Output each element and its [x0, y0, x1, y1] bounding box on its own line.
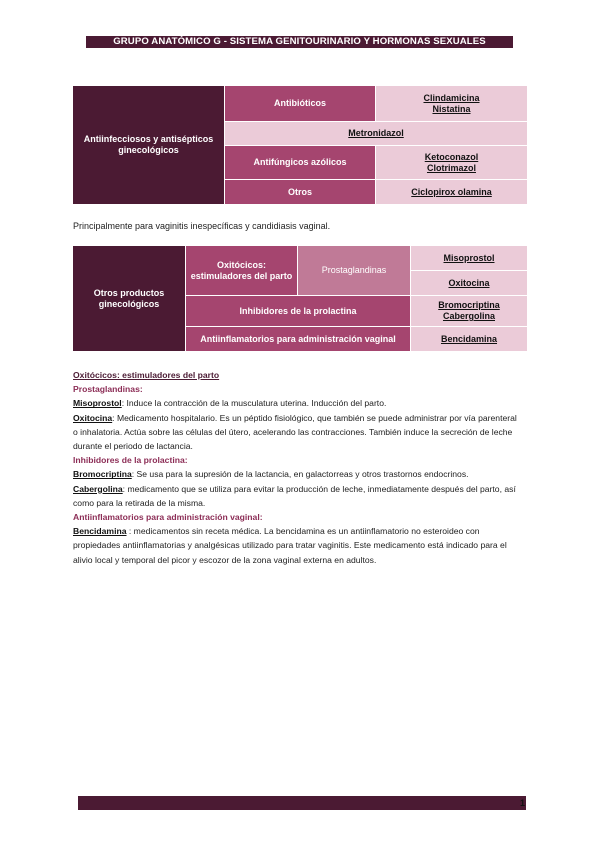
misoprostol-term: Misoprostol	[73, 398, 122, 409]
cabergolina-term: Cabergolina	[73, 483, 123, 494]
otros-cell: Otros	[225, 180, 376, 205]
misoprostol-paragraph	[73, 396, 523, 410]
oxitocina-desc: : Medicamento hospitalario. Es un péptido fisiológico, que también se puede administrar por vía parenteral o inhalatoria. Actúa sobre las células del útero, acelerando las contracciones. También induce la secreción de leche durante el periodo de lactancia.	[73, 412, 517, 452]
oxitocina-paragraph	[73, 411, 523, 454]
antibioticos-cell: Antibióticos	[225, 86, 376, 122]
antifungicos-cell: Antifúngicos azólicos	[225, 146, 376, 180]
antiinfecciosos-table	[72, 85, 528, 205]
antibioticos-drugs-cell	[376, 86, 528, 122]
antiinflamatorios-heading: Antiinflamatorios para administración vaginal:	[73, 512, 263, 523]
prolactina-drugs-cell	[411, 296, 528, 327]
bromocriptina-desc: : Se usa para la supresión de la lactancia, en galactorreas y otros trastornos endocrinos.	[131, 469, 469, 480]
oxitocina-term: Oxitocina	[73, 412, 113, 423]
prostaglandinas-heading: Prostaglandinas:	[73, 384, 143, 395]
group-antiinfecciosos-cell: Antiinfecciosos y antisépticos ginecológicos	[73, 86, 225, 205]
drug-misoprostol: Misoprostol	[411, 246, 528, 271]
cabergolina-paragraph	[73, 482, 523, 510]
cabergolina-desc: : medicamento que se utiliza para evitar la producción de leche, inmediatamente después del parto, así como para la retirada de la misma.	[73, 483, 516, 508]
drug-nistatina: Nistatina	[432, 103, 471, 114]
antifungicos-drugs-cell	[376, 146, 528, 180]
vaginitis-note: Principalmente para vaginitis inespecíficas y candidiasis vaginal.	[73, 221, 331, 231]
bencidamina-paragraph	[73, 524, 523, 567]
drug-ciclopirox: Ciclopirox olamina	[376, 180, 528, 205]
section-title: Oxitócicos: estimuladores del parto	[73, 370, 220, 380]
page-number: 1	[520, 798, 526, 808]
bromocriptina-term: Bromocriptina	[73, 469, 132, 480]
document-header: GRUPO ANATÓMICO G - SISTEMA GENITOURINARIO Y HORMONAS SEXUALES	[86, 36, 513, 48]
bencidamina-desc: : medicamentos sin receta médica. La bencidamina es un antiinflamatorio no esteroideo con propiedades antiinflamatorias y analgésicas utilizado para tratar vaginitis. Este medicamento está indicado para el alivio local y temporal del picor y escozor de la zona vaginal externa en adultos.	[73, 526, 507, 565]
prostaglandinas-cell: Prostaglandinas	[298, 246, 411, 296]
prolactina-cell: Inhibidores de la prolactina	[186, 296, 411, 327]
drug-clindamicina: Clindamicina	[423, 92, 480, 103]
bencidamina-term: Bencidamina	[73, 526, 127, 537]
drug-bromocriptina: Bromocriptina	[438, 300, 500, 310]
metronidazol-cell: Metronidazol	[225, 122, 528, 146]
bromocriptina-paragraph	[73, 467, 523, 481]
group-otros-productos-cell: Otros productos ginecológicos	[73, 246, 186, 352]
drug-cabergolina: Cabergolina	[442, 311, 495, 321]
misoprostol-desc: : Induce la contracción de la musculatura uterina. Inducción del parto.	[121, 398, 387, 409]
otros-productos-table	[72, 245, 528, 352]
oxitocicos-cell: Oxitócicos: estimuladores del parto	[186, 246, 298, 296]
drug-ketoconazol: Ketoconazol	[424, 151, 479, 162]
footer-band	[78, 796, 526, 810]
body-text	[73, 368, 523, 567]
drug-bencidamina: Bencidamina	[411, 327, 528, 352]
drug-oxitocina: Oxitocina	[411, 271, 528, 296]
prolactina-heading: Inhibidores de la prolactina:	[73, 455, 188, 466]
antiinflamatorios-cell: Antiinflamatorios para administración vaginal	[186, 327, 411, 352]
drug-clotrimazol: Clotrimazol	[426, 162, 476, 173]
